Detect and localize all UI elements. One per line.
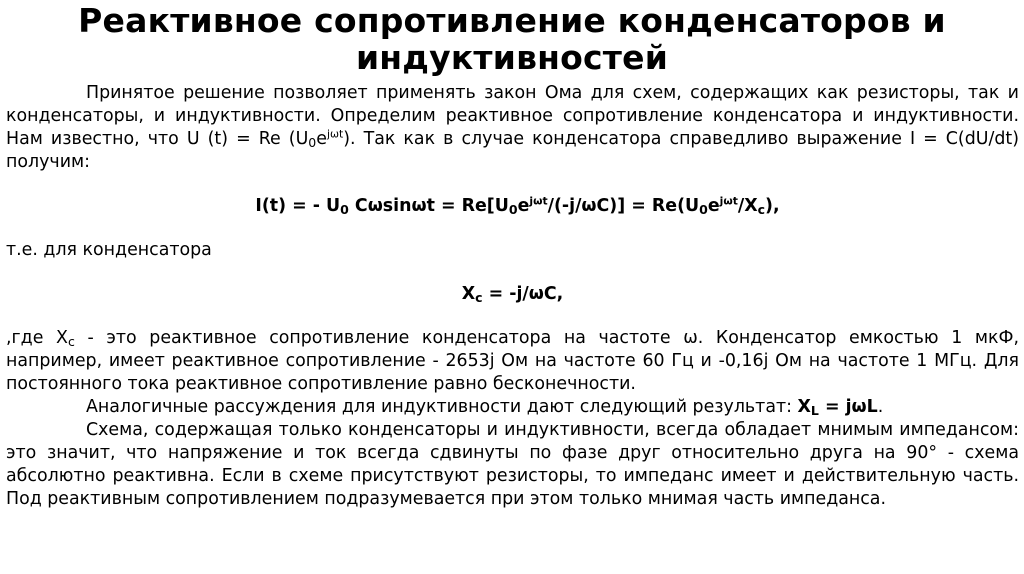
f1-part-3: e — [517, 196, 530, 216]
f1-sup-1: jωt — [529, 194, 548, 208]
f1-part-7: ), — [765, 196, 780, 216]
p4-text-b: . — [877, 397, 884, 417]
f1-part-5: e — [707, 196, 720, 216]
f1-part-4: /(-j/ωC)] = Re(U — [547, 196, 700, 216]
f1-sup-2: jωt — [719, 194, 738, 208]
f1-part-1: I(t) = - U — [255, 196, 341, 216]
intro-paragraph — [6, 82, 1019, 174]
f1-part-6: /X — [737, 196, 758, 216]
inductance-paragraph — [6, 396, 1019, 419]
intro-sub-0: 0 — [308, 135, 317, 151]
capacitor-lead-paragraph: т.е. для конденсатора — [6, 240, 212, 260]
intro-sup-jwt: jωt — [326, 127, 344, 141]
p3-sub-c: c — [67, 334, 75, 350]
f1-sub-2: 0 — [508, 202, 518, 218]
slide-title: Реактивное сопротивление конденсаторов и индуктивностей — [78, 1, 946, 77]
inductance-formula — [798, 397, 878, 417]
f1-sub-4: c — [757, 202, 766, 218]
f1-sub-1: 0 — [340, 202, 349, 218]
p3-text-a: ,где X — [6, 328, 68, 348]
p4-text-a: Аналогичные рассуждения для индуктивности дают следующий результат: — [86, 397, 798, 417]
capacitor-reactance-formula — [6, 283, 1019, 306]
reactive-circuit-paragraph: Схема, содержащая только конденсаторы и индуктивности, всегда обладает мнимым импедансом: это значит, что напряжение и ток всегда сдвинуты по фазе друг относительно друга на 90° - схема абсолютно реактивна. Если в схеме присутствуют резисторы, то импеданс имеет и действительную часть. Под реактивным сопротивлением подразумевается при этом только мнимая часть импеданса. — [6, 420, 1019, 509]
capacitor-explanation-paragraph — [6, 327, 1019, 396]
f1-sub-3: 0 — [699, 202, 708, 218]
intro-text-b: ). Так как в случае конденсатора справедливо выражение I = C(dU/dt) получим: — [6, 129, 1019, 172]
f2-part-2: = -j/ωC, — [482, 284, 564, 304]
p4-bold-sub: L — [810, 403, 819, 419]
current-formula — [6, 195, 1019, 218]
p4-bold-x: X — [797, 397, 811, 417]
p4-bold-rest: = jωL — [818, 397, 878, 417]
f2-part-1: X — [461, 284, 476, 304]
intro-text-a: Принятое решение позволяет применять закон Ома для схем, содержащих как резисторы, так и конденсаторы, и индуктивности. Определим реактивное сопротивление конденсатора и индуктивности. Нам известно, что U (t) = Re (U — [6, 83, 1019, 149]
f1-part-2: Cωsinωt = Re[U — [348, 196, 509, 216]
intro-e: e — [316, 129, 327, 149]
f2-sub-1: c — [475, 290, 483, 306]
p3-text-b: - это реактивное сопротивление конденсатора на частоте ω. Конденсатор емкостью 1 мкФ, например, имеет реактивное сопротивление - 2653j Ом на частоте 60 Гц и -0,16j Ом на частоте 1 МГц. Для постоянного тока реактивное сопротивление равно бесконечности. — [6, 328, 1019, 394]
slide-body — [6, 82, 1019, 511]
